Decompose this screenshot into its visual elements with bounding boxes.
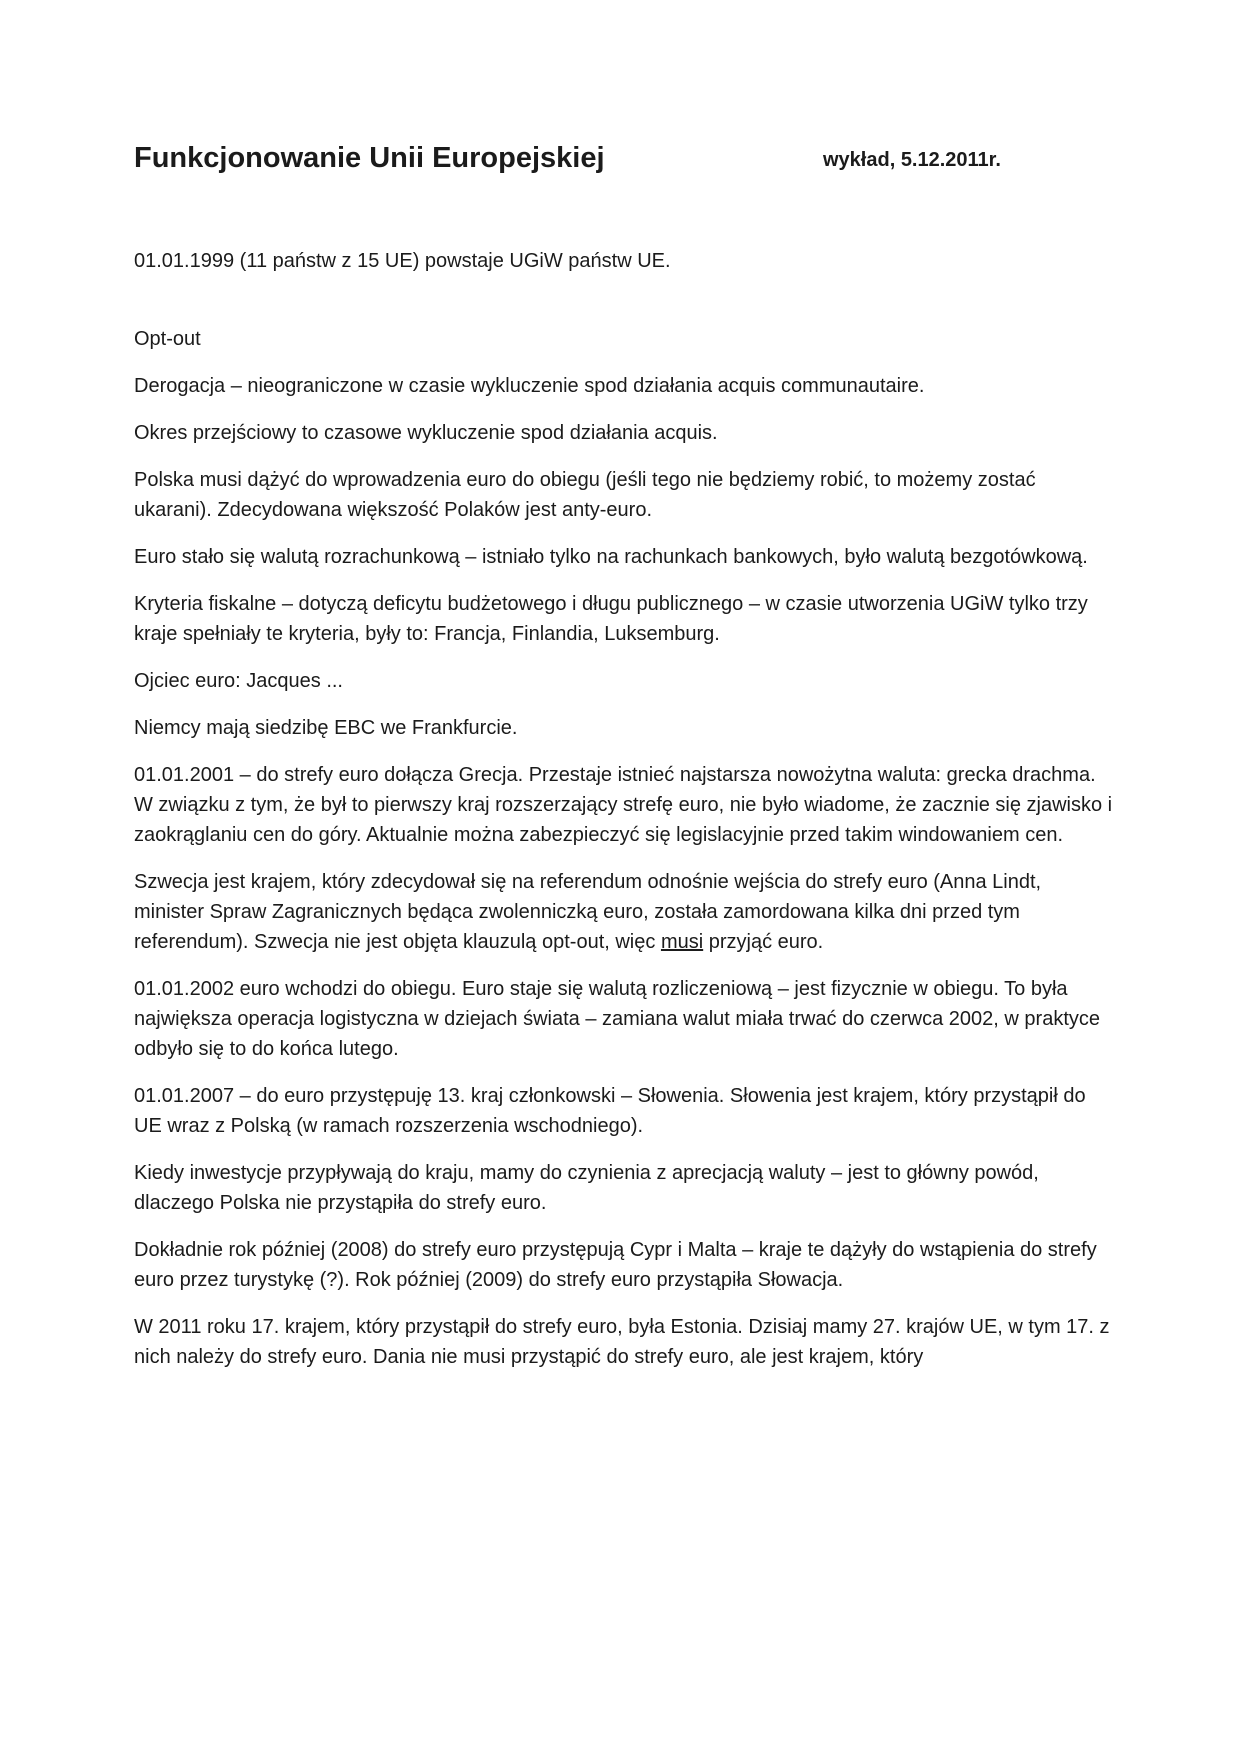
paragraph xyxy=(134,867,1114,957)
paragraph: Niemcy mają siedzibę EBC we Frankfurcie. xyxy=(134,717,518,739)
paragraph: 01.01.2007 – do euro przystępuję 13. kraj członkowski – Słowenia. Słowenia jest krajem, który przystąpił do UE wraz z Polską (w ramach rozszerzenia wschodniego). xyxy=(134,1085,1086,1137)
document-date: wykład, 5.12.2011r. xyxy=(823,149,1001,171)
paragraph: Kiedy inwestycje przypływają do kraju, mamy do czynienia z aprecjacją waluty – jest to główny powód, dlaczego Polska nie przystąpiła do strefy euro. xyxy=(134,1162,1039,1214)
paragraph: Euro stało się walutą rozrachunkową – istniało tylko na rachunkach bankowych, było walutą bezgotówkową. xyxy=(134,546,1088,568)
paragraph-text: przyjąć euro. xyxy=(703,931,824,953)
paragraph: Opt-out xyxy=(134,328,201,350)
paragraph-text: Szwecja jest krajem, który zdecydował się na referendum odnośnie wejścia do strefy euro (Anna Lindt, minister Spraw Zagranicznych będąca zwolenniczką euro, została zamordowana kilka dni przed tym referendum). Szwecja nie jest objęta klauzulą opt-out, więc xyxy=(134,871,1042,953)
paragraph: 01.01.1999 (11 państw z 15 UE) powstaje UGiW państw UE. xyxy=(134,250,671,272)
paragraph: Kryteria fiskalne – dotyczą deficytu budżetowego i długu publicznego – w czasie utworzenia UGiW tylko trzy kraje spełniały te kryteria, były to: Francja, Finlandia, Luksemburg. xyxy=(134,593,1088,645)
paragraph: Derogacja – nieograniczone w czasie wykluczenie spod działania acquis communautaire. xyxy=(134,375,925,397)
paragraph: Okres przejściowy to czasowe wykluczenie spod działania acquis. xyxy=(134,422,718,444)
paragraph: 01.01.2001 – do strefy euro dołącza Grecja. Przestaje istnieć najstarsza nowożytna waluta: grecka drachma. W związku z tym, że był to pierwszy kraj rozszerzający strefę euro, nie było wiadome, że zacznie się zjawisko i zaokrąglaniu cen do góry. Aktualnie można zabezpieczyć się legislacyjnie przed takim windowaniem cen. xyxy=(134,764,1113,846)
paragraph: 01.01.2002 euro wchodzi do obiegu. Euro staje się walutą rozliczeniową – jest fizycznie w obiegu. To była największa operacja logistyczna w dziejach świata – zamiana walut miała trwać do czerwca 2002, w praktyce odbyło się to do końca lutego. xyxy=(134,978,1100,1060)
paragraph: Polska musi dążyć do wprowadzenia euro do obiegu (jeśli tego nie będziemy robić, to możemy zostać ukarani). Zdecydowana większość Polaków jest anty-euro. xyxy=(134,469,1036,521)
document-header xyxy=(134,140,1114,178)
underlined-word: musi xyxy=(660,931,704,953)
paragraph: Dokładnie rok później (2008) do strefy euro przystępują Cypr i Malta – kraje te dążyły do wstąpienia do strefy euro przez turystykę (?). Rok później (2009) do strefy euro przystąpiła Słowacja. xyxy=(134,1239,1097,1291)
document-body xyxy=(134,246,1114,1372)
paragraph: Ojciec euro: Jacques ... xyxy=(134,670,343,692)
document-title: Funkcjonowanie Unii Europejskiej xyxy=(134,142,605,174)
paragraph: W 2011 roku 17. krajem, który przystąpił do strefy euro, była Estonia. Dzisiaj mamy 27. krajów UE, w tym 17. z nich należy do strefy euro. Dania nie musi przystąpić do strefy euro, ale jest krajem, który xyxy=(134,1316,1110,1368)
